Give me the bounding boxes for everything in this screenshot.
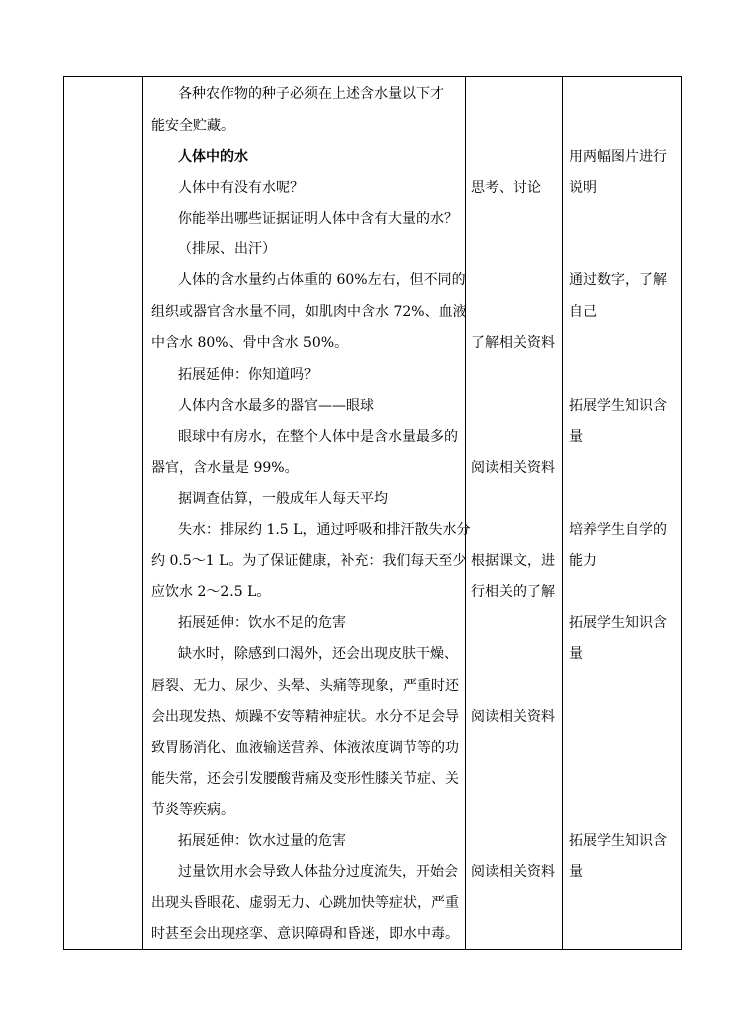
column-divider-2 [465, 77, 466, 949]
main-line: 节炎等疾病。 [151, 802, 235, 818]
student-activity: 了解相关资料 [471, 335, 555, 351]
main-line: 你能举出哪些证据证明人体中含有大量的水？ [178, 211, 458, 227]
main-line: 各种农作物的种子必须在上述含水量以下才 [178, 86, 444, 102]
main-line: 眼球中有房水，在整个人体中是含水量最多的 [178, 429, 458, 445]
main-line: 出现头昏眼花、虚弱无力、心跳加快等症状，严重 [151, 895, 459, 911]
design-intent: 培养学生自学的 [569, 522, 667, 538]
main-line: 会出现发热、烦躁不安等精神症状。水分不足会导 [151, 709, 459, 725]
design-intent: 说明 [569, 180, 597, 196]
main-line: 约 0.5～1 L。为了保证健康，补充：我们每天至少 [151, 553, 467, 569]
main-line: 器官，含水量是 99%。 [151, 460, 299, 476]
main-line: 失水：排尿约 1.5 L，通过呼吸和排汗散失水分 [178, 522, 471, 538]
main-line: 人体的含水量约占体重的 60%左右，但不同的 [178, 272, 466, 288]
main-line: 过量饮用水会导致人体盐分过度流失，开始会 [178, 864, 458, 880]
design-intent: 自己 [569, 304, 597, 320]
student-activity: 根据课文，进 [471, 553, 555, 569]
main-line: 拓展延伸：饮水不足的危害 [178, 615, 346, 631]
main-line: 人体中有没有水呢？ [178, 180, 304, 196]
main-line: 能失常，还会引发腰酸背痛及变形性膝关节症、关 [151, 771, 459, 787]
main-line: 致胃肠消化、血液输送营养、体液浓度调节等的功 [151, 740, 459, 756]
student-activity: 阅读相关资料 [471, 864, 555, 880]
design-intent: 通过数字，了解 [569, 272, 667, 288]
design-intent: 拓展学生知识含 [569, 398, 667, 414]
design-intent: 能力 [569, 553, 597, 569]
student-activity: 阅读相关资料 [471, 709, 555, 725]
column-divider-1 [142, 77, 143, 949]
design-intent: 用两幅图片进行 [569, 149, 667, 165]
main-line: 拓展延伸：你知道吗？ [178, 367, 318, 383]
main-line: （排尿、出汗） [178, 241, 276, 257]
design-intent: 量 [569, 429, 583, 445]
student-activity: 行相关的了解 [471, 584, 555, 600]
main-line: 中含水 80%、骨中含水 50%。 [151, 335, 349, 351]
main-line: 人体内含水最多的器官——眼球 [178, 398, 374, 414]
section-heading: 人体中的水 [178, 149, 248, 165]
main-line: 组织或器官含水量不同，如肌肉中含水 72%、血液 [151, 304, 467, 320]
main-line: 据调查估算，一般成年人每天平均 [178, 491, 388, 507]
main-line: 缺水时，除感到口渴外，还会出现皮肤干燥、 [178, 646, 458, 662]
design-intent: 量 [569, 864, 583, 880]
student-activity: 思考、讨论 [471, 180, 541, 196]
main-line: 唇裂、无力、尿少、头晕、头痛等现象，严重时还 [151, 678, 459, 694]
student-activity: 阅读相关资料 [471, 460, 555, 476]
column-divider-3 [562, 77, 563, 949]
design-intent: 拓展学生知识含 [569, 615, 667, 631]
main-line: 应饮水 2～2.5 L。 [151, 584, 271, 600]
main-line: 拓展延伸：饮水过量的危害 [178, 833, 346, 849]
design-intent: 拓展学生知识含 [569, 833, 667, 849]
design-intent: 量 [569, 646, 583, 662]
main-line: 时甚至会出现痉挛、意识障碍和昏迷，即水中毒。 [151, 926, 459, 942]
main-line: 能安全贮藏。 [151, 118, 235, 134]
